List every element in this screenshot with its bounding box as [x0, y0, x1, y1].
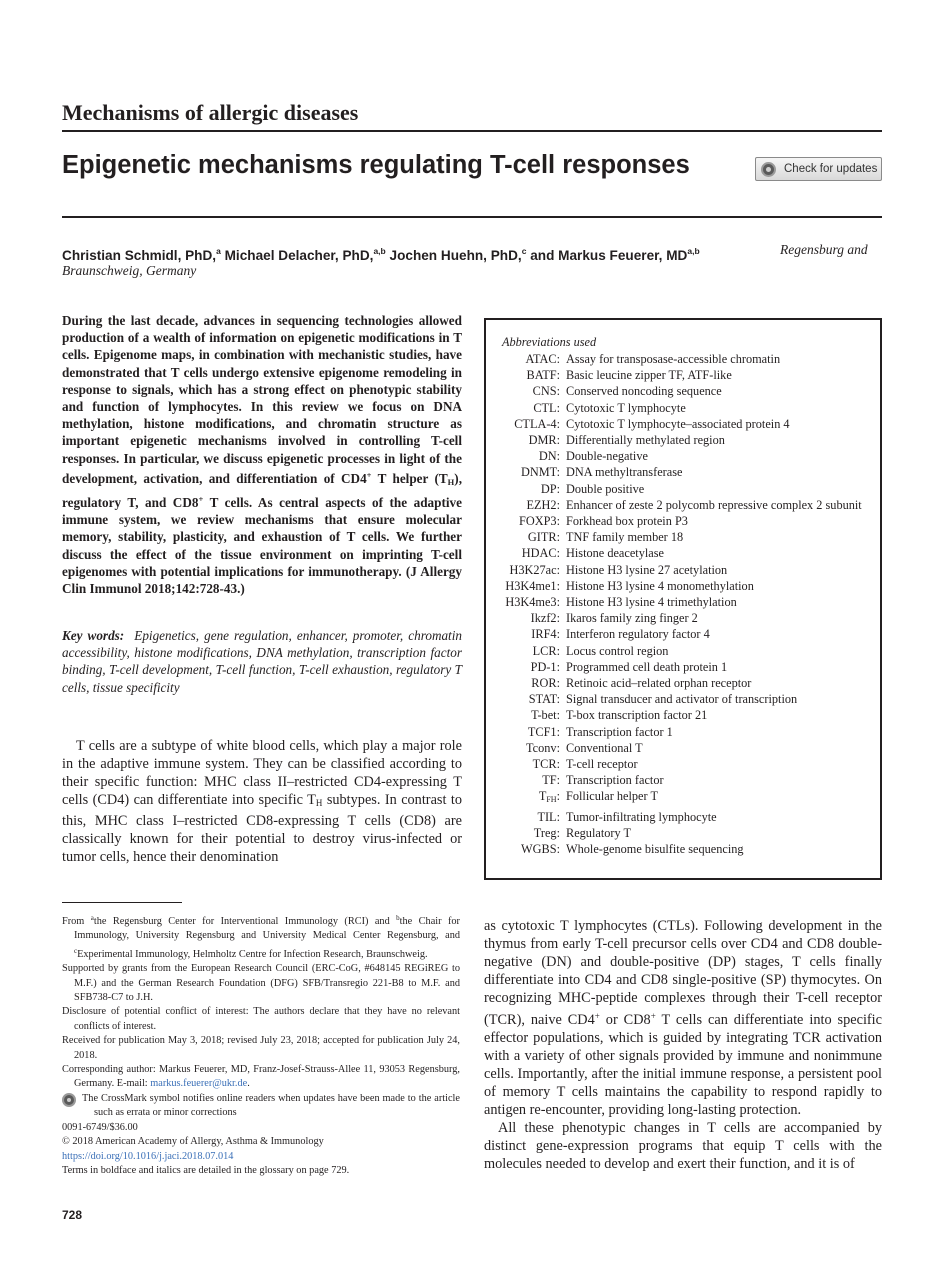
abbreviation-key-text: EZH2: — [526, 497, 560, 512]
abbreviations-list — [502, 351, 880, 857]
footnote-affiliations — [62, 911, 460, 962]
abbreviation-row — [502, 578, 880, 594]
abbreviation-key-text: PD-1: — [530, 659, 560, 674]
abbreviation-key — [502, 740, 566, 756]
abbreviation-definition: Histone H3 lysine 4 monomethylation — [566, 578, 754, 593]
abbreviation-key-text: CTL: — [533, 400, 560, 415]
abbreviation-row — [502, 594, 880, 610]
abbreviation-row — [502, 740, 880, 756]
abbreviation-definition: Conventional T — [566, 740, 643, 755]
abbreviation-key — [502, 841, 566, 857]
abbreviation-row — [502, 529, 880, 545]
body-text: subtypes. In contrast to this, MHC class I–restricted CD8-expressing T cells (CD8) are classically known for their potential to destroy virus-infected or tumor cells, hence their denomination — [62, 792, 462, 865]
footnote-superscript: a — [90, 914, 94, 922]
author-affil-mark: a,b — [687, 246, 700, 256]
abbreviation-key — [502, 675, 566, 691]
abbreviation-key-text: Ikzf2: — [530, 611, 560, 626]
abstract-superscript: + — [366, 469, 372, 480]
abbreviation-row — [502, 351, 880, 367]
abbreviation-key — [502, 724, 566, 740]
abbreviation-row — [502, 691, 880, 707]
footnote-text: the Chair for Immunology, University Regensburg and University Medical Center Regensburg, and — [74, 916, 460, 942]
abbreviation-key — [502, 707, 566, 723]
body-superscript: + — [594, 1011, 600, 1021]
abbreviation-definition: TNF family member 18 — [566, 530, 684, 545]
abbreviation-key — [502, 772, 566, 788]
author-affil-mark: c — [521, 246, 527, 256]
abbreviation-definition: Differentially methylated region — [566, 433, 725, 448]
abbreviation-key — [502, 594, 566, 610]
abbreviation-key — [502, 756, 566, 772]
abbreviation-key — [502, 578, 566, 594]
crossmark-icon — [62, 1093, 76, 1107]
author-affil-mark: a,b — [373, 246, 386, 256]
abbreviation-key-text: STAT: — [528, 692, 560, 707]
abbreviation-key-text: T-bet: — [531, 708, 560, 723]
body-text: as cytotoxic T lymphocytes (CTLs). Following development in the thymus from early T-cell precursor cells over CD4 and CD8 double-negative (DN) and double-positive (DP) stages, T cells finally differentiate into CD4 and CD8 single-positive (SP) thymocytes. On recognizing MHC-peptide complexes through their T-cell receptor (TCR), naive CD4 — [484, 918, 882, 1028]
abbreviation-key — [502, 825, 566, 841]
abbreviation-row — [502, 675, 880, 691]
abbreviations-heading: Abbreviations used — [502, 335, 597, 349]
abbreviation-definition: Ikaros family zing finger 2 — [566, 611, 698, 626]
crossmark-icon — [761, 162, 776, 177]
abbreviation-definition: Locus control region — [566, 643, 669, 658]
abbreviation-row — [502, 841, 880, 857]
abbreviation-definition: Follicular helper T — [566, 789, 658, 804]
title-rule — [62, 216, 882, 218]
abbreviation-definition: Transcription factor — [566, 773, 664, 788]
abbreviation-definition: Assay for transposase-accessible chromatin — [566, 352, 781, 366]
doi-link[interactable]: https://doi.org/10.1016/j.jaci.2018.07.014 — [62, 1150, 234, 1162]
abbreviation-definition: Programmed cell death protein 1 — [566, 659, 728, 674]
abbreviation-key-text: DMR: — [528, 433, 560, 448]
abbreviation-key — [502, 809, 566, 825]
abbreviation-row — [502, 756, 880, 772]
abbreviation-key-text: T — [538, 789, 547, 804]
abbreviation-key-text: GITR: — [527, 530, 560, 545]
footnote-copyright: © 2018 American Academy of Allergy, Asthma & Immunology — [62, 1136, 324, 1148]
abbreviation-key-text: IRF4: — [531, 627, 560, 642]
abstract-text: ), regulatory T, and CD8 — [62, 470, 462, 511]
abbreviation-key — [502, 432, 566, 448]
abbreviation-row — [502, 416, 880, 432]
check-for-updates-label: Check for updates — [784, 163, 878, 175]
abbreviation-definition: Double-negative — [566, 449, 648, 464]
abstract-superscript: + — [198, 494, 204, 505]
abbreviation-key — [502, 481, 566, 497]
footnote-corresponding — [62, 1063, 460, 1092]
footnote-funding: Supported by grants from the European Research Council (ERC-CoG, #648145 REGiREG to M.F.) and the German Research Foundation (DFG) SFB/Transregio 221-B8 to M.F. and SFB738-C7 to J.H. — [62, 963, 460, 1004]
affiliation-location-2: Braunschweig, Germany — [62, 263, 197, 278]
abbreviation-key — [502, 416, 566, 432]
footnote-text: The CrossMark symbol notifies online readers when updates have been made to the article such as errata or minor corrections — [82, 1092, 460, 1119]
author-name: Markus Feuerer, MD — [558, 248, 688, 263]
footnote-superscript: b — [396, 914, 400, 922]
footnote-text: . — [247, 1078, 250, 1090]
abbreviation-key-suffix: : — [556, 789, 560, 804]
section-title: Mechanisms of allergic diseases — [62, 100, 359, 125]
abbreviation-key — [502, 691, 566, 707]
abbreviation-key — [502, 610, 566, 626]
abbreviation-row — [502, 626, 880, 642]
abbreviation-row — [502, 772, 880, 788]
abbreviation-row — [502, 481, 880, 497]
abbreviation-key — [502, 383, 566, 399]
author-affil-mark: a — [216, 246, 221, 256]
abbreviation-key-text: WGBS: — [521, 842, 560, 857]
abbreviation-key-text: BATF: — [526, 368, 560, 383]
abbreviation-key-text: TF: — [542, 773, 560, 788]
footnote-disclosure: Disclosure of potential conflict of interest: The authors declare that they have no relevant conflicts of interest. — [62, 1006, 460, 1032]
abbreviation-row — [502, 545, 880, 561]
abbreviation-definition: Whole-genome bisulfite sequencing — [566, 842, 744, 857]
keywords-text: Epigenetics, gene regulation, enhancer, promoter, chromatin accessibility, histone modifications, DNA methylation, transcription factor binding, T-cell development, T-cell function, T-cell exhaustion, regulatory T cells, tissue specificity — [62, 628, 462, 695]
footnote-text: From — [62, 916, 91, 927]
abbreviation-row — [502, 724, 880, 740]
paragraph: All these phenotypic changes in T cells are accompanied by distinct gene-expression programs that equip T cells with the molecules needed to develop and exert their function, and it is of — [484, 1120, 882, 1172]
abbreviation-definition: Transcription factor 1 — [566, 724, 673, 739]
abstract — [62, 312, 462, 597]
abbreviations-box — [484, 318, 882, 880]
footnote-text: the Regensburg Center for Interventional Immunology (RCI) and — [93, 916, 397, 927]
abbreviation-row — [502, 497, 880, 513]
abbreviation-key — [502, 400, 566, 416]
abbreviation-definition: Histone H3 lysine 27 acetylation — [566, 562, 728, 577]
abstract-text: During the last decade, advances in sequencing technologies allowed production of a wealth of information on epigenetic modifications in T cells. Epigenome maps, in combination with mechanistic studies, have demonstrated that T cells undergo extensive epigenome remodeling in response to signals, which has a strong effect on phenotypic stability and function of lymphocytes. In this review we focus on DNA methylation, histone modifications, and chromatin structure as important epigenetic mechanisms involved in controlling T-cell responses. In particular, we discuss epigenetic processes in light of the development, activation, and differentiation of CD4 — [62, 313, 462, 486]
abbreviation-key-text: H3K4me3: — [505, 595, 560, 610]
abbreviation-row — [502, 610, 880, 626]
abbreviation-key-text: FOXP3: — [518, 514, 560, 529]
abbreviation-key-text: TIL: — [537, 809, 560, 824]
abbreviation-key-text: Tconv: — [526, 740, 560, 755]
abbreviation-key-text: CTLA-4: — [514, 416, 560, 431]
top-rule — [62, 130, 882, 132]
abbreviation-key — [502, 351, 566, 367]
abbreviation-row — [502, 825, 880, 841]
abbreviation-key — [502, 626, 566, 642]
abbreviation-definition: T-box transcription factor 21 — [566, 708, 708, 723]
body-text-right — [484, 917, 882, 1173]
abbreviation-key-text: LCR: — [532, 643, 560, 658]
body-text: or CD8 — [599, 1012, 651, 1028]
abbreviation-key — [502, 562, 566, 578]
abbreviation-key — [502, 643, 566, 659]
abbreviation-row — [502, 562, 880, 578]
abbreviation-definition: Histone H3 lysine 4 trimethylation — [566, 595, 737, 610]
abbreviation-row — [502, 809, 880, 825]
abbreviation-key-text: DNMT: — [520, 465, 560, 480]
abbreviation-definition: Conserved noncoding sequence — [566, 384, 722, 399]
abbreviation-definition: Retinoic acid–related orphan receptor — [566, 676, 752, 691]
abbreviation-key — [502, 659, 566, 675]
footnote-rule — [62, 902, 182, 903]
author-name: Michael Delacher, PhD, — [224, 248, 374, 263]
abbreviation-key-text: DN: — [538, 449, 560, 464]
abbreviation-row — [502, 432, 880, 448]
abstract-text: T helper (T — [371, 470, 448, 486]
body-text-left — [62, 737, 462, 866]
check-for-updates-button[interactable] — [755, 157, 882, 181]
abbreviation-row — [502, 400, 880, 416]
abbreviation-row — [502, 464, 880, 480]
abbreviation-row — [502, 788, 880, 808]
abbreviation-definition: Signal transducer and activator of transcription — [566, 692, 798, 707]
abbreviation-key — [502, 529, 566, 545]
footnotes — [62, 911, 460, 1178]
abbreviation-row — [502, 513, 880, 529]
abstract-text: T cells. As central aspects of the adaptive immune system, we review mechanisms that ensure molecular memory, stability, plasticity, and exhaustion of T cells. We further discuss the effect of the tissue environment on imprinting T-cell epigenomes with potential implications for immunotherapy. (J Allergy Clin Immunol 2018;142:728-43.) — [62, 495, 462, 597]
abbreviation-key — [502, 497, 566, 513]
page-number: 728 — [62, 1208, 83, 1222]
abbreviation-definition: Cytotoxic T lymphocyte — [566, 400, 686, 415]
author-conjunction: and — [530, 248, 555, 263]
body-text: T cells can differentiate into specific effector populations, which is guided by integrating TCR activation with a variety of other signals provided by immune and nonimmune cells. Importantly, after the initial immune response, a persistent pool of memory T cells maintains the capability to respond rapidly to antigen re-encounter, providing long-lasting protection. — [484, 1012, 882, 1118]
body-text: T cells are a subtype of white blood cells, which play a major role in the adaptive immune system. They can be classified according to their specific function: MHC class II–restricted CD4-expressing T cells (CD4) can differentiate into specific T — [62, 738, 462, 808]
abbreviation-key-text: TCR: — [532, 757, 560, 772]
keywords — [62, 627, 462, 696]
author-name: Jochen Huehn, PhD, — [389, 248, 522, 263]
abbreviation-definition: Tumor-infiltrating lymphocyte — [566, 809, 717, 824]
abbreviation-key-text: CNS: — [532, 384, 560, 399]
paragraph — [62, 737, 462, 866]
abbreviation-row — [502, 383, 880, 399]
abbreviation-key — [502, 788, 566, 808]
footnote-glossary: Terms in boldface and italics are detailed in the glossary on page 729. — [62, 1164, 350, 1176]
abbreviation-key — [502, 367, 566, 383]
abbreviation-definition: Double positive — [566, 481, 645, 496]
abbreviation-definition: Regulatory T — [566, 825, 632, 840]
abbreviation-key-text: H3K27ac: — [509, 562, 560, 577]
author-name: Christian Schmidl, PhD, — [62, 248, 217, 263]
abbreviation-definition: Forkhead box protein P3 — [566, 514, 688, 529]
abbreviation-key — [502, 448, 566, 464]
abbreviation-key — [502, 464, 566, 480]
abbreviation-definition: Enhancer of zeste 2 polycomb repressive complex 2 subunit — [566, 497, 862, 512]
abbreviation-row — [502, 707, 880, 723]
abbreviation-definition: Interferon regulatory factor 4 — [566, 627, 710, 642]
abbreviation-key-text: Treg: — [533, 825, 560, 840]
abstract-subscript: H — [447, 476, 455, 487]
abbreviation-key-text: ATAC: — [525, 352, 560, 366]
abbreviation-definition: Cytotoxic T lymphocyte–associated protein 4 — [566, 416, 790, 431]
footnote-text: Corresponding author: Markus Feuerer, MD, Franz-Josef-Strauss-Allee 11, 93053 Regensburg, Germany. E-mail: — [62, 1064, 460, 1090]
keywords-label: Key words: — [62, 628, 125, 643]
affiliation-location-1: Regensburg and — [780, 242, 868, 257]
abbreviation-definition: T-cell receptor — [566, 757, 638, 772]
abbreviation-key-text: ROR: — [531, 676, 560, 691]
abbreviation-row — [502, 643, 880, 659]
abbreviation-key-text: HDAC: — [521, 546, 560, 561]
abbreviation-definition: DNA methyltransferase — [566, 465, 683, 480]
abbreviation-row — [502, 659, 880, 675]
article-title: Epigenetic mechanisms regulating T-cell responses — [62, 151, 690, 179]
abbreviation-row — [502, 448, 880, 464]
abbreviation-key — [502, 513, 566, 529]
abbreviation-definition: Histone deacetylase — [566, 546, 664, 561]
email-link[interactable]: markus.feuerer@ukr.de — [150, 1078, 248, 1090]
paragraph — [484, 917, 882, 1119]
footnote-text: Experimental Immunology, Helmholtz Centre for Infection Research, Braunschweig. — [77, 948, 428, 960]
abbreviation-key-text: H3K4me1: — [505, 578, 560, 593]
abbreviation-key-subscript: FH — [546, 795, 557, 805]
footnote-crossmark — [62, 1092, 460, 1121]
footnote-received: Received for publication May 3, 2018; revised July 23, 2018; accepted for publication July 24, 2018. — [62, 1035, 460, 1061]
footnote-price: 0091-6749/$36.00 — [62, 1121, 138, 1133]
body-superscript: + — [650, 1011, 656, 1021]
abbreviation-key-text: DP: — [540, 481, 560, 496]
footnote-superscript: c — [74, 946, 78, 955]
body-subscript: H — [315, 798, 323, 808]
abbreviation-key — [502, 545, 566, 561]
abbreviation-key-text: TCF1: — [527, 724, 560, 739]
abbreviation-definition: Basic leucine zipper TF, ATF-like — [566, 368, 732, 383]
abbreviation-row — [502, 367, 880, 383]
